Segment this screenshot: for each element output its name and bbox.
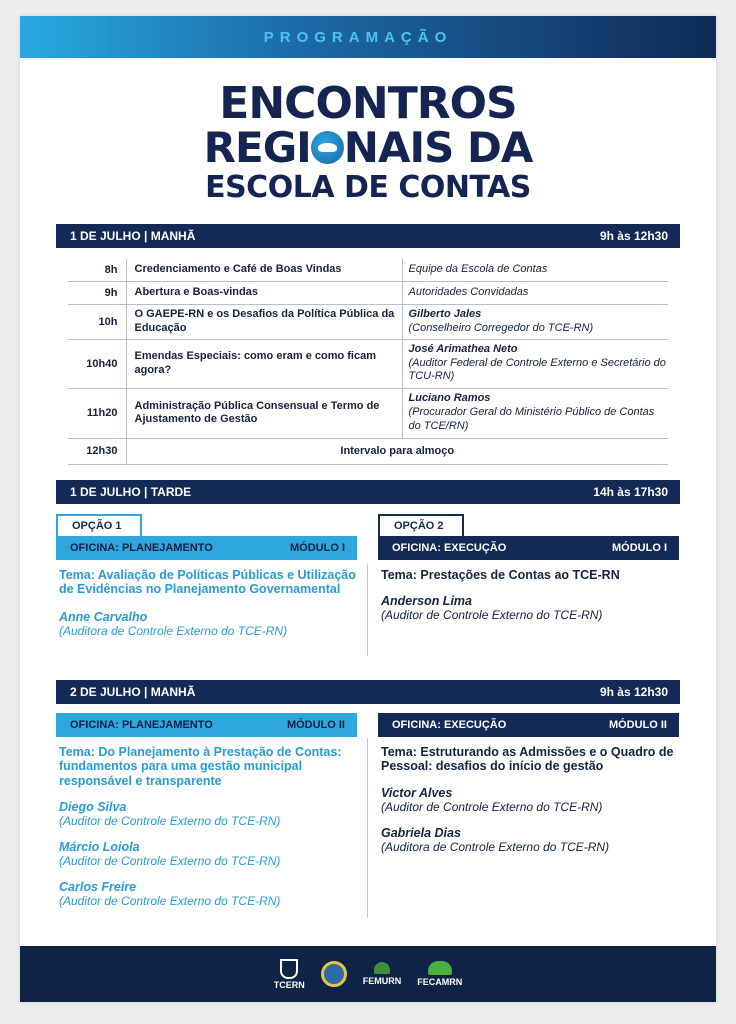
tcern-logo — [274, 959, 305, 990]
title-line-2 — [20, 123, 716, 172]
speaker-role: (Auditor de Controle Externo do TCE-RN) — [59, 814, 281, 829]
speaker-name: Victor Alves — [381, 785, 453, 800]
morning2-hours: 9h às 12h30 — [599, 685, 668, 699]
speaker-name: Márcio Loiola — [59, 840, 140, 855]
speaker-name: Diego Silva — [59, 800, 127, 815]
speaker-name: Anne Carvalho — [59, 609, 148, 624]
speaker-role: (Auditor de Controle Externo do TCE-RN) — [381, 608, 603, 623]
row-time: 8h — [68, 259, 126, 281]
table-row — [68, 281, 668, 304]
morning2-band — [56, 680, 680, 704]
row-speaker — [402, 339, 668, 388]
workshop-theme: Tema: Estruturando as Admissões e o Quadro de Pessoal: desafios do início de gestão — [381, 745, 674, 774]
row-time: 10h40 — [68, 339, 126, 388]
module-label: MÓDULO I — [612, 542, 667, 554]
femurn-mark-icon — [374, 962, 390, 974]
fecamrn-mark-icon — [428, 961, 452, 975]
speaker-role: (Auditor de Controle Externo do TCE-RN) — [59, 894, 281, 909]
afternoon1-band — [56, 480, 680, 504]
row-speaker-name: José Arimathea Neto — [408, 342, 518, 355]
afternoon1-hours: 14h às 17h30 — [593, 485, 668, 499]
module-label: MÓDULO I — [290, 542, 345, 554]
table-row — [68, 438, 668, 464]
workshop-header — [378, 536, 679, 560]
workshop-title: OFICINA: EXECUÇÃO — [392, 542, 507, 554]
tcern-shield-icon — [280, 959, 298, 979]
row-time: 11h20 — [68, 388, 126, 438]
module-label: MÓDULO II — [286, 719, 345, 731]
morning2-option1 — [56, 713, 357, 908]
seal-icon — [321, 961, 347, 987]
seal-logo — [321, 961, 347, 987]
tcern-logo-text: TCERN — [273, 979, 305, 990]
row-title: Emendas Especiais: como eram e como ficam agora? — [126, 339, 402, 388]
row-speaker-role: (Conselheiro Corregedor do TCE-RN) — [408, 321, 594, 334]
afternoon1-option2 — [378, 514, 679, 622]
morning1-band — [56, 224, 680, 248]
break-time: 12h30 — [68, 438, 126, 464]
poster — [20, 16, 716, 1002]
module-label: MÓDULO II — [608, 719, 667, 731]
option-label: OPÇÃO 1 — [56, 514, 142, 536]
morning2-option2 — [378, 713, 679, 854]
speaker-name: Anderson Lima — [381, 594, 472, 609]
workshop-theme: Tema: Avaliação de Políticas Públicas e Utilização de Evidências no Planejamento Governamental — [59, 568, 356, 597]
workshop-title: OFICINA: EXECUÇÃO — [392, 719, 507, 731]
morning1-day: 1 DE JULHO | MANHÃ — [70, 229, 196, 243]
speaker-role: (Auditora de Controle Externo do TCE-RN) — [381, 839, 610, 854]
table-row — [68, 304, 668, 339]
workshop-header — [56, 713, 357, 737]
workshop-title: OFICINA: PLANEJAMENTO — [70, 542, 213, 554]
break-label: Intervalo para almoço — [126, 438, 668, 464]
morning1-schedule — [68, 259, 668, 465]
workshop-theme: Tema: Do Planejamento à Prestação de Contas: fundamentos para uma gestão municipal responsável e transparente — [59, 745, 342, 788]
speaker-role: (Auditor de Controle Externo do TCE-RN) — [381, 799, 603, 814]
row-title: Credenciamento e Café de Boas Vindas — [126, 259, 402, 281]
column-divider — [367, 738, 368, 918]
speaker-role: (Auditora de Controle Externo do TCE-RN) — [59, 623, 288, 638]
speaker-name: Carlos Freire — [59, 880, 137, 895]
femurn-logo — [363, 962, 402, 986]
morning2-day: 2 DE JULHO | MANHÃ — [70, 685, 196, 699]
title-line-1: ENCONTROS — [219, 78, 517, 129]
row-speaker — [402, 388, 668, 438]
column-divider — [367, 564, 368, 656]
row-title: Administração Pública Consensual e Termo de Ajustamento de Gestão — [126, 388, 402, 438]
speaker-role: (Auditor de Controle Externo do TCE-RN) — [59, 854, 281, 869]
speaker-name: Gabriela Dias — [381, 825, 461, 840]
row-speaker — [402, 304, 668, 339]
title-line-2-start: REGI — [203, 123, 311, 172]
row-speaker-role: (Procurador Geral do Ministério Público de Contas do TCE/RN) — [408, 406, 655, 432]
row-speaker-role: (Auditor Federal de Controle Externo e Secretário do TCU-RN) — [408, 356, 666, 383]
row-title: O GAEPE-RN e os Desafios da Política Pública da Educação — [126, 304, 402, 339]
row-speaker-name: Gilberto Jales — [408, 307, 482, 320]
option-label: OPÇÃO 2 — [378, 514, 464, 536]
header-label: PROGRAMAÇÃO — [263, 28, 453, 46]
morning1-hours: 9h às 12h30 — [599, 229, 668, 243]
workshop-header — [378, 713, 679, 737]
table-row — [68, 259, 668, 281]
workshop-title: OFICINA: PLANEJAMENTO — [70, 719, 213, 731]
fecamrn-logo — [417, 961, 462, 987]
row-time: 9h — [68, 281, 126, 304]
femurn-logo-text: FEMURN — [362, 976, 402, 986]
table-row — [68, 339, 668, 388]
title-line-3: ESCOLA DE CONTAS — [205, 170, 531, 205]
row-title: Abertura e Boas-vindas — [126, 281, 402, 304]
afternoon1-option1 — [56, 514, 357, 638]
fecamrn-logo-text: FECAMRN — [417, 977, 463, 987]
afternoon1-day: 1 DE JULHO | TARDE — [70, 485, 192, 499]
workshop-theme: Tema: Prestações de Contas ao TCE-RN — [381, 568, 620, 582]
footer-logos — [20, 946, 716, 1002]
header-bar — [20, 16, 716, 58]
title-line-2-end: NAIS DA — [343, 123, 533, 172]
school-logo-icon — [311, 131, 344, 164]
workshop-header — [56, 536, 357, 560]
row-speaker-name: Luciano Ramos — [408, 392, 491, 405]
table-row — [68, 388, 668, 438]
row-time: 10h — [68, 304, 126, 339]
row-speaker-role: Autoridades Convidadas — [402, 281, 668, 304]
row-speaker-role: Equipe da Escola de Contas — [402, 259, 668, 281]
